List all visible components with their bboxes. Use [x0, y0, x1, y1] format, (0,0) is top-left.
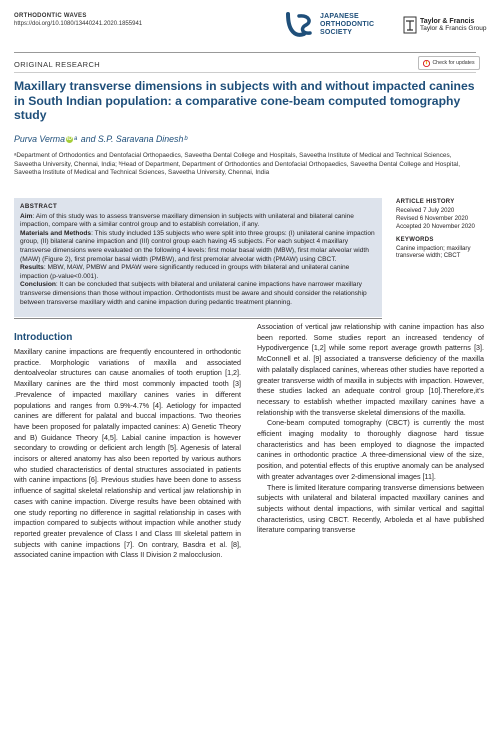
body-paragraph: Maxillary canine impactions are frequently encountered in orthodontic practice. Morphologic variations of maxilla and associated dentoalveolar structures can cause anomalies of tooth eruption [1,2]. Maxillary canines are the third most commonly impacted tooth [3] .Prevalence of impacted maxillary canines varies in different populations and ranges from 0.9%-4.7% [4]. Aetiology for impacted canines are different for palatal and buccal impactions. Two theories have been proposed for palatally impacted canines: A) Genetic Theory and B) Guidance Theory [4,5]. Labial canine impaction is however secondary to crowding or deficient arch length [5]. Agenesis of lateral incisors or altered anatomy has also been reported by various authors who studied characteristics of dental structures associated in patients with canine impactions [6]. Previous studies have been done to assess influence of sagittal skeletal relationship and vertical jaw relationship in cases with canine impaction. Diverge results have been obtained with one study reporting no difference in sagittal relationship in cases with impaction compared to subjects without impaction while another study reported greater prevalence of Class I and Class III skeletal pattern in subjects with canine impactions [7]. On contrary, Basdra et al. [8], associated canine impaction with Class II Division 2 malocclusion.	[14, 348, 241, 560]
abstract-box	[14, 198, 382, 317]
publisher-logo	[403, 16, 486, 34]
affiliations: ᵃDepartment of Orthodontics and Dentofacial Orthopaedics, Saveetha Dental College and Hospitals, Saveetha Institute of Medical and Technical Sciences, Saveetha University, Chennai, India; ᵇHead of Department, Department of Orthodontics and Dentofacial Orthopaedics, Saveetha Dental College and Hospital, Saveetha Institute of Medical and Technical Sciences, Saveetha University, Chennai, India	[14, 152, 460, 177]
keywords-text: Canine impaction; maxillary transverse width; CBCT	[396, 244, 471, 260]
author-affil-mark: b	[184, 136, 188, 142]
abstract-aim: Aim: Aim of this study was to assess transverse maxillary dimension in subjects with unilateral and bilateral canine impaction, compare with a similar control group and to establish correlation, if any.	[20, 212, 354, 229]
header-divider	[14, 52, 476, 53]
orcid-icon[interactable]: iD	[67, 135, 73, 142]
abstract-methods: Materials and Methods: This study included 135 subjects who were split into three groups: (I) unilateral canine impaction group, (II) bilateral canine impaction and (III) control group each having 45 subjects. For each subject 4 maxillary transverse dimensions were evaluated on the following 4 levels: first molar basal width (MBW), first molar alveolar width (MAW) (Figure 2), first premolar basal width (PMBW), and first premolar alveolar width (PMAW) using CBCT.	[20, 229, 375, 263]
check-updates-button[interactable]	[418, 56, 480, 70]
publisher-group: Taylor & Francis Group	[420, 25, 487, 32]
intro-heading: Introduction	[14, 332, 73, 343]
author-affil-mark: a	[74, 136, 78, 142]
section-divider	[14, 72, 476, 73]
history-accepted: Accepted 20 November 2020	[396, 222, 475, 230]
society-emblem-icon	[282, 10, 316, 40]
body-column-right	[257, 322, 484, 536]
body-column-left	[14, 332, 241, 561]
abstract-conclusion: Conclusion: It can be concluded that subjects with bilateral and unilateral canine impactions have narrower maxillary transverse dimensions than those without impaction. Orthodontists must be aware and should consider the relationship between transverse maxillary width and canine impaction during pedantic treatment planning.	[20, 281, 367, 306]
check-updates-label: Check for updates	[432, 60, 475, 66]
article-sidebar	[396, 199, 481, 260]
abstract-results: Results: MBW, MAW, PMBW and PMAW were significantly reduced in groups with bilateral and unilateral canine impaction (p-value<0.001).	[20, 264, 350, 280]
abstract-heading: ABSTRACT	[20, 203, 58, 210]
society-name: JAPANESE ORTHODONTIC SOCIETY	[320, 13, 375, 36]
section-label: ORIGINAL RESEARCH	[14, 60, 101, 69]
society-logo	[282, 10, 374, 40]
body-paragraph: Association of vertical jaw relationship with canine impaction has also been reported. Some studies report an increased tendency of Hypodivergence [1,2] while some report average growth patterns [3]. McConnell et al. [9] associated a transverse deficiency of the maxilla with palatally displaced canines, whereas other studies have reported a greater transverse width of maxilla in subjects with impaction. However, these studies lacked an adequate control group [10].Therefore,it’s necessary to establish whether impacted maxillary canines have a relationship with the transverse skeletal dimensions of the maxilla.	[257, 323, 484, 417]
keywords-heading: KEYWORDS	[396, 236, 434, 243]
check-updates-icon	[423, 60, 430, 67]
history-revised: Revised 6 November 2020	[396, 214, 469, 222]
article-title: Maxillary transverse dimensions in subjects with and without impacted canines in South Indian population: a comparative cone-beam computed tomography study	[14, 79, 475, 122]
publisher-name: Taylor & Francis	[420, 18, 475, 25]
body-paragraph: There is limited literature comparing transverse dimensions between subjects with unilateral and bilateral impacted maxillary canines and subjects without dental impactions, with similar vertical and sagittal characteristics, using CBCT. Recently, Arboleda et al have published literature comparing transverse	[257, 483, 484, 535]
author-line	[14, 134, 188, 144]
journal-header	[14, 12, 142, 28]
history-received: Received 7 July 2020	[396, 206, 455, 214]
history-heading: ARTICLE HISTORY	[396, 199, 455, 205]
author-name: and S.P. Saravana Dinesh	[78, 134, 184, 144]
author-name: Purva Verma	[14, 134, 66, 144]
doi-link[interactable]: https://doi.org/10.1080/13440241.2020.1855941	[14, 21, 143, 27]
body-paragraph: Cone-beam computed tomography (CBCT) is currently the most efficient imaging modality to thoroughly diagnose hard tissue characteristics and has been employed to diagnose the impacted canines in orthodontic practice .A three-dimensional view of the size, position, and potential effects of this eruptive anomaly can be analysed with greater advantages over 2-dimensional images [11].	[257, 419, 484, 481]
publisher-emblem-icon	[403, 16, 417, 34]
journal-name: ORTHODONTIC WAVES	[14, 13, 87, 19]
abstract-divider	[14, 318, 382, 319]
